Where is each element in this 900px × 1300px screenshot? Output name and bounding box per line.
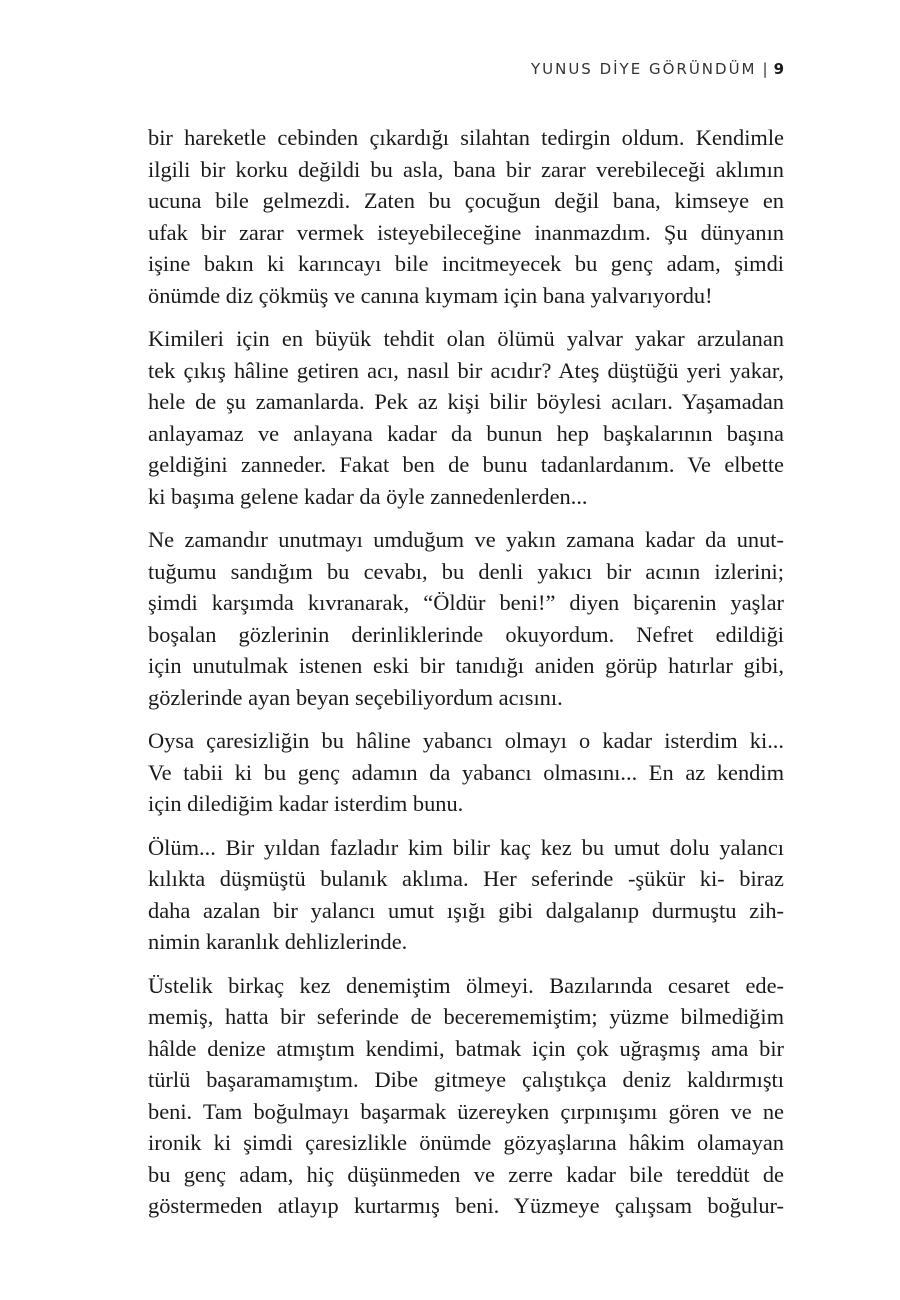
text-line: ki başıma gelene kadar da öyle zannedenlerden...	[148, 483, 588, 509]
paragraph	[148, 122, 784, 311]
text-line: Kimileri için en büyük tehdit olan ölümü yalvar yakar arzulanan	[148, 326, 784, 351]
text-line: Ölüm... Bir yıldan fazladır kim bilir kaç kez bu umut dolu yalancı	[148, 834, 784, 860]
text-line: önümde diz çökmüş ve canına kıymam için bana yalvarıyordu!	[148, 282, 713, 308]
text-line: ironik ki şimdi çaresizlikle önümde gözyaşlarına hâkim olamayan	[148, 1130, 784, 1155]
text-line: anlayamaz ve anlayana kadar da bunun hep başkalarının başına	[148, 420, 784, 446]
text-line: gözlerinde ayan beyan seçebiliyordum acısını.	[148, 684, 563, 710]
text-line: Ve tabii ki bu genç adamın da yabancı olmasını... En az kendim	[148, 759, 784, 785]
text-line: göstermeden atlayıp kurtarmış beni. Yüzmeye çalışsam boğulur-	[148, 1193, 784, 1218]
text-line: kılıkta düşmüştü bulanık aklıma. Her seferinde -şükür ki- biraz	[148, 866, 784, 891]
text-line: beni. Tam boğulmayı başarmak üzereyken çırpınışımı gören ve ne	[148, 1098, 784, 1124]
text-line: daha azalan bir yalancı umut ışığı gibi dalgalanıp durmuştu zih-	[148, 897, 784, 923]
text-line: bu genç adam, hiç düşünmeden ve zerre kadar bile tereddüt de	[148, 1161, 784, 1187]
paragraph	[148, 725, 784, 820]
text-line: nimin karanlık dehlizlerinde.	[148, 929, 408, 954]
text-line: tuğumu sandığım bu cevabı, bu denli yakıcı bir acının izlerini;	[148, 558, 784, 584]
text-line: tek çıkış hâline getiren acı, nasıl bir acıdır? Ateş düştüğü yeri yakar,	[148, 357, 784, 383]
text-line: hâlde denize atmıştım kendimi, batmak için çok uğraşmış ama bir	[148, 1035, 784, 1061]
text-line: ilgili bir korku değildi bu asla, bana bir zarar verebileceği aklımın	[148, 156, 784, 182]
text-line: memiş, hatta bir seferinde de becerememiştim; yüzme bilmediğim	[148, 1004, 784, 1029]
text-line: ucuna bile gelmezdi. Zaten bu çocuğun değil bana, kimseye en	[148, 188, 784, 213]
paragraph	[148, 524, 784, 713]
text-line: şimdi karşımda kıvranarak, “Öldür beni!” diyen biçarenin yaşlar	[148, 590, 784, 615]
text-line: Oysa çaresizliğin bu hâline yabancı olmayı o kadar isterdim ki...	[148, 728, 784, 753]
text-line: bir hareketle cebinden çıkardığı silahtan tedirgin oldum. Kendimle	[148, 125, 784, 150]
text-line: için dilediğim kadar isterdim bunu.	[148, 791, 464, 816]
text-line: türlü başaramamıştım. Dibe gitmeye çalıştıkça deniz kaldırmıştı	[148, 1067, 784, 1092]
paragraph	[148, 323, 784, 512]
text-line: geldiğini zanneder. Fakat ben de bunu tadanlardanım. Ve elbette	[148, 452, 784, 477]
paragraph	[148, 832, 784, 958]
body-text	[148, 122, 784, 1234]
running-header	[531, 60, 784, 78]
text-line: işine bakın ki karıncayı bile incitmeyecek bu genç adam, şimdi	[148, 251, 784, 276]
text-line: Ne zamandır unutmayı umduğum ve yakın zamana kadar da unut-	[148, 527, 784, 552]
text-line: Üstelik birkaç kez denemiştim ölmeyi. Bazılarında cesaret ede-	[148, 972, 784, 998]
text-line: boşalan gözlerinin derinliklerinde okuyordum. Nefret edildiği	[148, 621, 784, 647]
page-number: 9	[773, 60, 784, 78]
header-separator: |	[762, 60, 768, 78]
text-line: için unutulmak istenen eski bir tanıdığı aniden görüp hatırlar gibi,	[148, 653, 784, 678]
book-title: YUNUS DİYE GÖRÜNDÜM	[530, 60, 757, 78]
text-line: ufak bir zarar vermek isteyebileceğine inanmazdım. Şu dünyanın	[148, 219, 784, 245]
text-line: hele de şu zamanlarda. Pek az kişi bilir böylesi acıları. Yaşamadan	[148, 389, 784, 414]
paragraph	[148, 970, 784, 1222]
